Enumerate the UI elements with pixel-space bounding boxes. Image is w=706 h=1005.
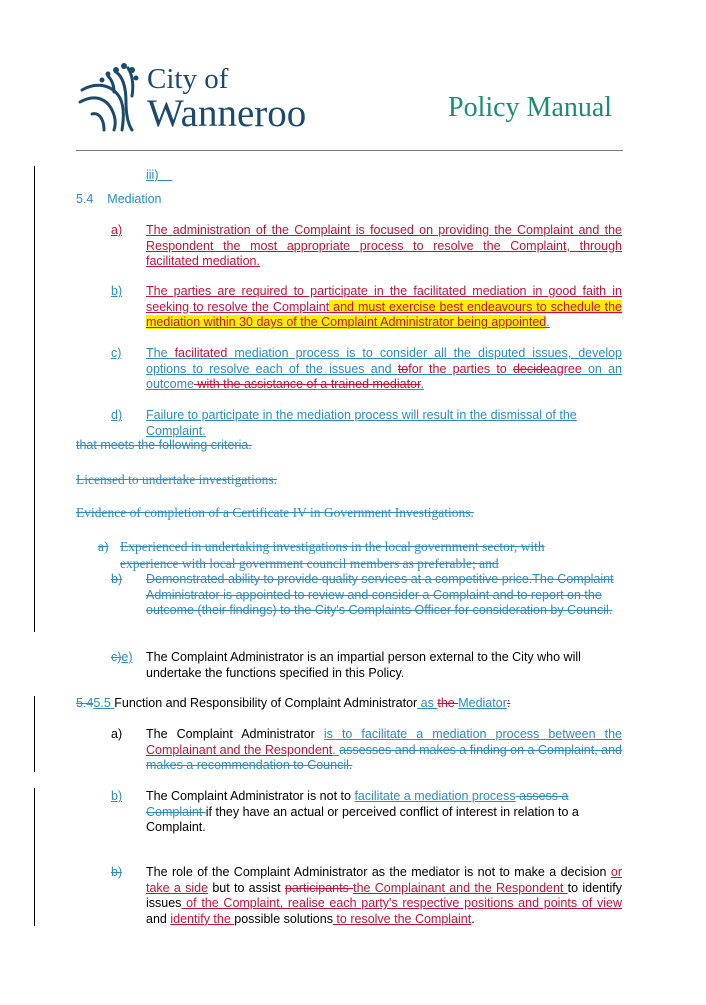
list-label: c) [111,346,122,360]
section-number: 5.4 [76,192,94,206]
logo [76,62,326,137]
paragraph-function-role: The role of the Complaint Administrator as the mediator is not to make a decision or take a side but to assist participants the Complainant and the Respondent to identify issues of the Complaint, realise each party's respective positions and points of view and identify the possible solutions to resolve the Complaint. [146,865,622,926]
list-label: b) [111,789,123,803]
change-bar [34,788,35,926]
deleted-criteria-text: that meets the following criteria. [76,438,252,452]
highlighted-text: and must exercise best endeavours to schedule the mediation within 30 days of the Complaint Administrator being appointed [146,299,622,330]
wave-grass-logo-icon [76,62,144,134]
page-title: Policy Manual [448,92,613,123]
list-label: b) [111,865,123,879]
header-divider [76,150,623,151]
list-label: c)e) [111,650,133,664]
paragraph-function-a: The Complaint Administrator is to facilitate a mediation process between the Complainant and the Respondent. assesses and makes a finding on a Complaint, and makes a recommendation to Council. [146,727,623,773]
deleted-ability-text: Demonstrated ability to provide quality services at a competitive price.The Complaint Administrator is appointed to review and consider a Complaint and to report on the outcome (their findings) to the City's Complaints Officer for consideration by Council. [146,572,614,618]
paragraph-mediation-b: The parties are required to participate in the facilitated mediation in good faith in seeking to resolve the Complaint and must exercise best endeavours to schedule the mediation within 30 days of the Complaint Administrator being appointed. [146,284,622,330]
list-label: a) [111,727,123,741]
list-label: a) [111,223,123,237]
logo-line1: City of [147,63,229,95]
section-heading-5-5: 5.45.5 Function and Responsibility of Complaint Administrator as the Mediator: [76,696,511,710]
deleted-certificate-text: Evidence of completion of a Certificate IV in Government Investigations. [76,505,474,520]
section-heading-5-4 [76,192,162,208]
list-label: b) [111,284,123,298]
list-label: d) [111,408,123,422]
section-title: Mediation [107,192,162,206]
paragraph-function-b: The Complaint Administrator is not to facilitate a mediation process assess a Complaint if they have an actual or perceived conflict of interest in relation to a Complaint. [146,789,579,835]
logo-line2: Wanneroo [147,92,307,135]
section-title: Function and Responsibility of Complaint Administrator [114,696,418,710]
list-label-iii: iii) [146,168,159,182]
paragraph-mediation-a: The administration of the Complaint is focused on providing the Complaint and the Respondent the most appropriate process to resolve the Complaint, through facilitated mediation. [146,223,622,269]
paragraph-mediation-d: Failure to participate in the mediation process will result in the dismissal of the Complaint. [146,408,577,438]
paragraph-impartial: The Complaint Administrator is an impartial person external to the City who will undertake the functions specified in this Policy. [146,650,581,680]
deleted-experience-text: Experienced in undertaking investigations in the local government sector, with experience with local government council members as preferable; and [120,539,545,571]
list-label: a) [98,539,109,554]
paragraph-mediation-c: The facilitated mediation process is to consider all the disputed issues, develop options to resolve each of the issues and tofor the parties to decideagree on an outcome with the assistance of a trained mediator. [146,346,623,392]
deleted-licensed-text: Licensed to undertake investigations. [76,472,277,487]
list-label: b) [111,572,123,586]
change-bar [34,696,35,772]
change-bar [34,166,35,632]
